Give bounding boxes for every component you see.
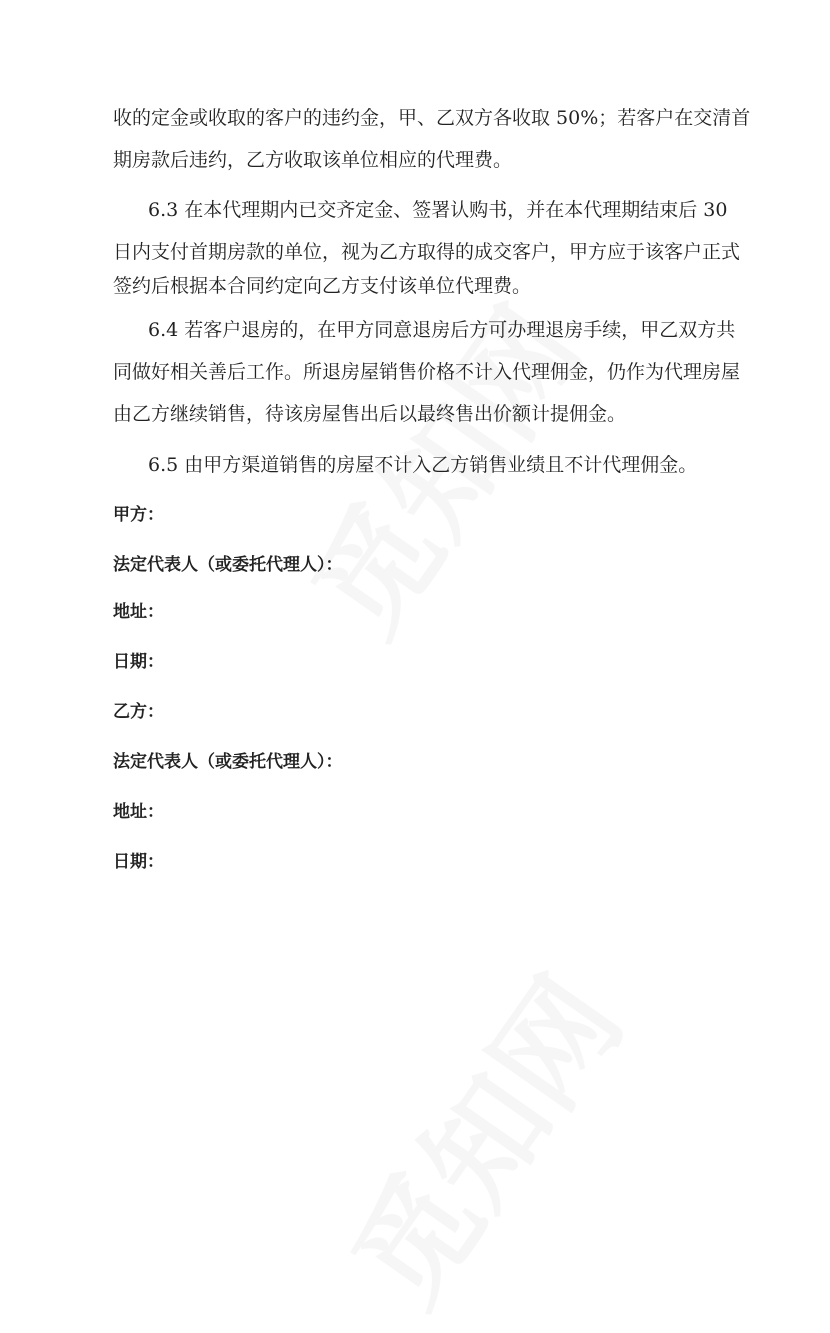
party-b-date-label: 日期： [113, 852, 164, 872]
watermark [306, 939, 653, 1333]
clause-6-3: 6.3 在本代理期内已交齐定金、签署认购书，并在本代理期结束后 30 [148, 199, 728, 221]
clause-6-4: 6.4 若客户退房的，在甲方同意退房后方可办理退房手续，甲乙双方共 [148, 319, 736, 341]
paragraph-line: 签约后根据本合同约定向乙方支付该单位代理费。 [113, 275, 532, 297]
clause-6-5: 6.5 由甲方渠道销售的房屋不计入乙方销售业绩且不计代理佣金。 [148, 454, 698, 476]
party-b-representative-label: 法定代表人（或委托代理人）： [113, 752, 343, 772]
paragraph-line: 同做好相关善后工作。所退房屋销售价格不计入代理佣金，仍作为代理房屋 [113, 361, 741, 383]
party-a-date-label: 日期： [113, 652, 164, 672]
paragraph-line: 期房款后违约，乙方收取该单位相应的代理费。 [113, 149, 513, 171]
paragraph-line: 日内支付首期房款的单位，视为乙方取得的成交客户，甲方应于该客户正式 [113, 241, 741, 263]
party-a-address-label: 地址： [113, 602, 164, 622]
paragraph-line: 收的定金或收取的客户的违约金，甲、乙双方各收取 50%；若客户在交清首 [113, 107, 751, 129]
party-a-representative-label: 法定代表人（或委托代理人）： [113, 555, 343, 575]
party-a-label: 甲方： [113, 505, 164, 525]
party-b-address-label: 地址： [113, 802, 164, 822]
party-b-label: 乙方： [113, 702, 164, 722]
paragraph-line: 由乙方继续销售，待该房屋售出后以最终售出价额计提佣金。 [113, 403, 627, 425]
